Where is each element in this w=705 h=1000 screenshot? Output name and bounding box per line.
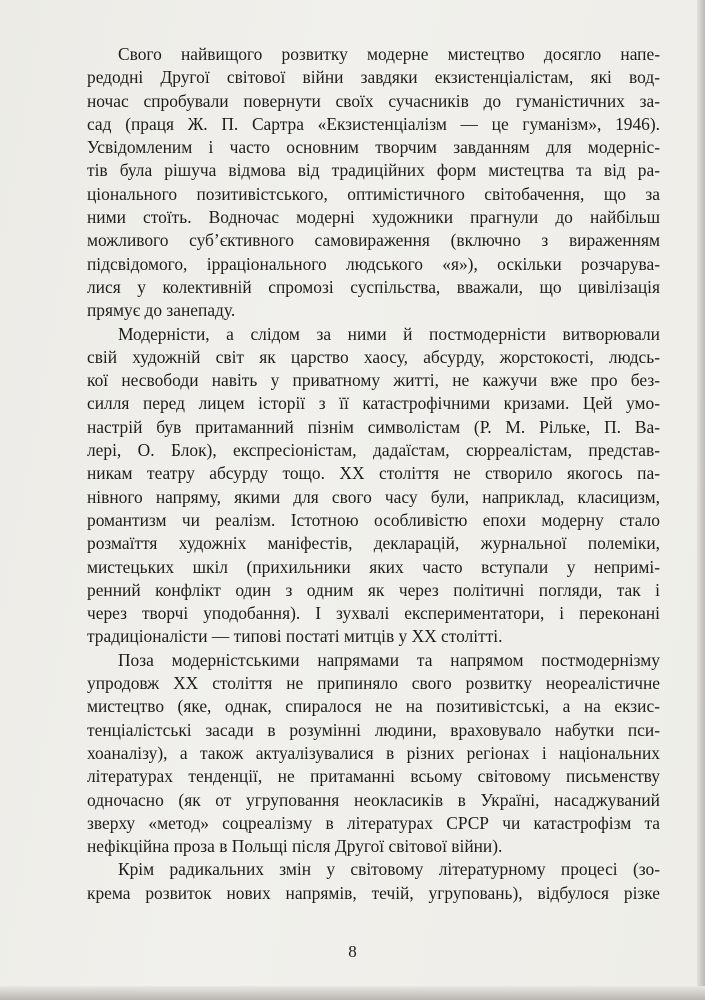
paragraph [87,43,660,323]
text-line: сад (праця Ж. П. Сартра «Екзистенціалізм — це гуманізм», 1946). [87,113,660,134]
text-line: Усвідомленим і часто основним творчим завданням для модерніс- [87,137,660,158]
body-text [87,43,660,905]
text-line: силля перед лицем історії з її катастрофічними кризами. Цей умо- [87,393,660,414]
text-line: кої несвободи навіть у приватному житті, не кажучи вже про без- [87,370,660,391]
text-line: лися у колективній спромозі суспільства, вважали, що цивілізація [87,276,660,297]
text-line: ночас спробували повернути своїх сучасників до гуманістичних за- [87,90,660,111]
text-line: мистецтво (яке, однак, спиралося не на позитивістські, а на екзис- [87,696,660,717]
text-line: хоаналізу), а також актуалізувалися в різних регіонах і національних [87,742,660,763]
text-line: нівного напряму, якими для свого часу були, наприклад, класицизм, [87,486,660,507]
text-line: свій художній світ як царство хаосу, абсурду, жорстокості, людсь- [87,346,660,367]
text-line: нефікційна проза в Польщі після Другої світової війни). [87,836,503,857]
text-line: тенціалістські засади в розумінні людини, враховувало набутки пси- [87,719,660,740]
text-line: тів була рішуча відмова від традиційних форм мистецтва та від ра- [87,160,660,181]
text-line: розмаїття художніх маніфестів, декларацій, журнальної полеміки, [87,533,660,554]
text-line: настрій був притаманний пізнім символістам (Р. М. Рільке, П. Ва- [87,416,660,437]
text-line: мистецьких шкіл (прихильники яких часто вступали у непримі- [87,556,660,577]
text-line: можливого суб’єктивного самовираження (включно з вираженням [87,230,660,251]
text-line: упродовж XX століття не припиняло свого розвитку неореалістичне [87,673,660,694]
text-line: підсвідомого, ірраціонального людського «я»), оскільки розчарува- [87,253,660,274]
text-line: ренний конфлікт один з одним як через політичні погляди, так і [87,579,660,600]
text-line: зверху «метод» соцреалізму в літературах СРСР чи катастрофізм та [87,812,660,833]
paragraph [87,649,660,859]
text-line: прямує до занепаду. [87,300,236,321]
paragraph [87,323,660,649]
text-line: лері, О. Блок), експресіоністам, дадаїстам, сюрреалістам, представ- [87,440,660,461]
text-line: никам театру абсурду тощо. XX століття не створило якогось па- [87,463,660,484]
paragraph [87,858,660,905]
page-edge-shadow [697,0,705,1000]
text-line: редодні Другої світової війни завдяки екзистенціалістам, які вод- [87,67,660,88]
text-line: Свого найвищого розвитку модерне мистецтво досягло напе- [118,44,660,64]
text-line: Модерністи, а слідом за ними й постмодерністи витворювали [118,323,660,344]
text-line: одночасно (як от угруповання неокласиків в Україні, насаджуваний [87,789,660,810]
text-line: Поза модерністськими напрямами та напрямом постмодернізму [118,649,660,670]
text-line: романтизм чи реалізм. Істотною особливістю епохи модерну стало [87,509,660,530]
text-line: ціонального позитивістського, оптимістичного світобачення, що за [87,183,660,204]
text-line: крема розвиток нових напрямів, течій, угруповань), відбулося різке [87,882,660,903]
page-number: 8 [348,942,357,961]
text-line: Крім радикальних змін у світовому літературному процесі (зо- [118,859,660,880]
text-line: через творчі уподобання). І зухвалі експериментатори, і переконані [87,603,660,624]
text-line: літературах тенденції, не притаманні всьому світовому письменству [87,766,660,787]
text-line: ними стоїть. Водночас модерні художники прагнули до найбільш [87,207,660,228]
text-line: традиціоналісти — типові постаті митців у XX столітті. [87,626,503,647]
page-bottom-shadow [0,986,705,1000]
